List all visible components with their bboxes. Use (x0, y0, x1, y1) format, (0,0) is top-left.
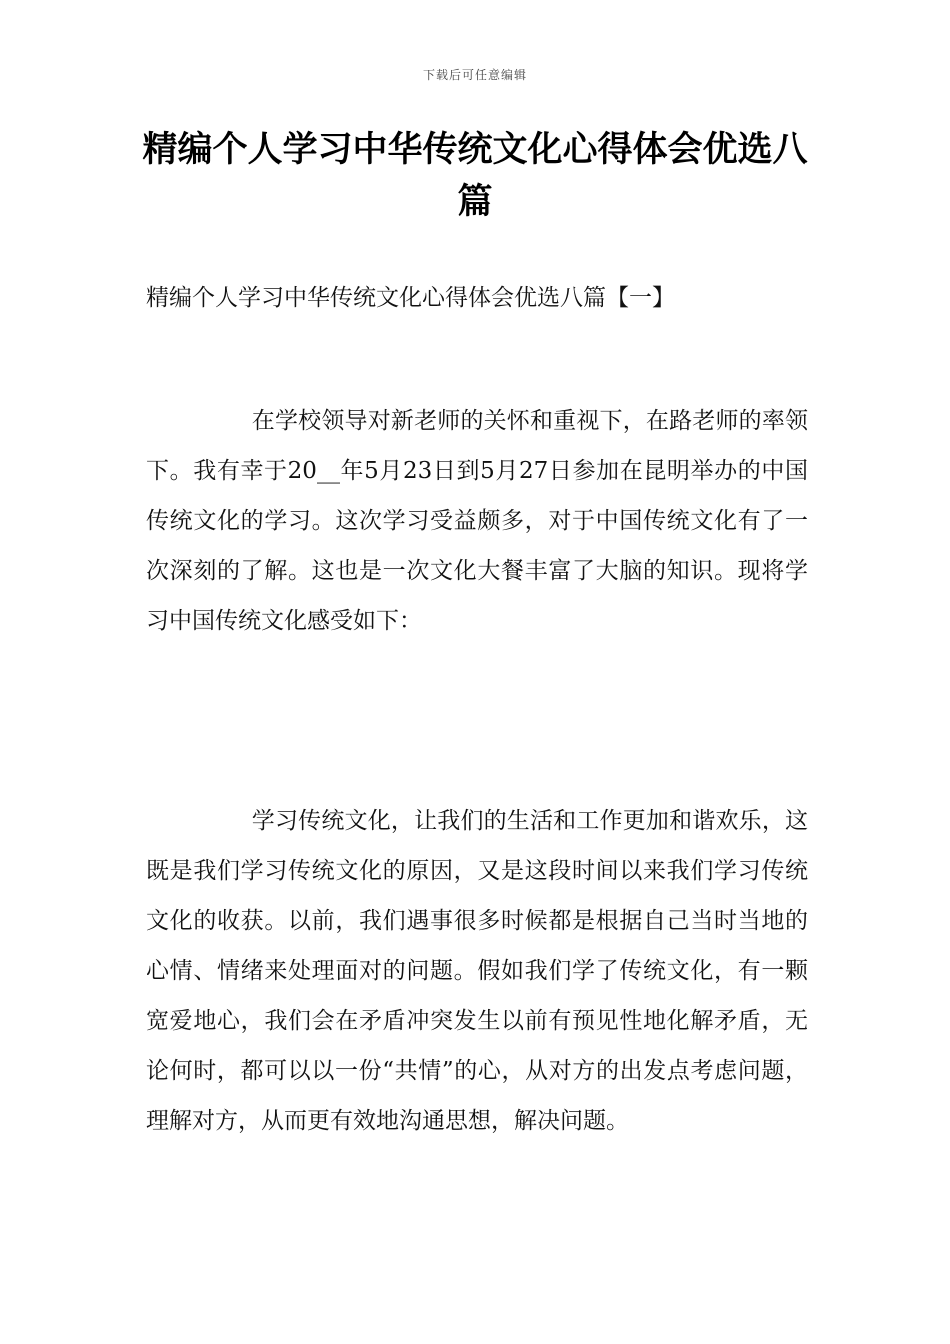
body-paragraph-2: 学习传统文化，让我们的生活和工作更加和谐欢乐，这既是我们学习传统文化的原因，又是这段时间以来我们学习传统文化的收获。以前，我们遇事很多时候都是根据自己当时当地的心情、情绪来处理面对的问题。假如我们学了传统文化，有一颗宽爱地心，我们会在矛盾冲突发生以前有预见性地化解矛盾，无论何时，都可以以一份“共情”的心，从对方的出发点考虑问题，理解对方，从而更有效地沟通思想，解决问题。 (146, 808, 808, 1134)
document-title: 精编个人学习中华传统文化心得体会优选八篇 (142, 130, 808, 222)
body-paragraph-1: 在学校领导对新老师的关怀和重视下，在路老师的率领下。我有幸于20__年5月23日到5月27日参加在昆明举办的中国传统文化的学习。这次学习受益颇多，对于中国传统文化有了一次深刻的了解。这也是一次文化大餐丰富了大脑的知识。现将学习中国传统文化感受如下： (146, 408, 808, 634)
header-note: 下载后可任意编辑 (422, 68, 527, 82)
section-heading: 精编个人学习中华传统文化心得体会优选八篇【一】 (146, 285, 675, 311)
